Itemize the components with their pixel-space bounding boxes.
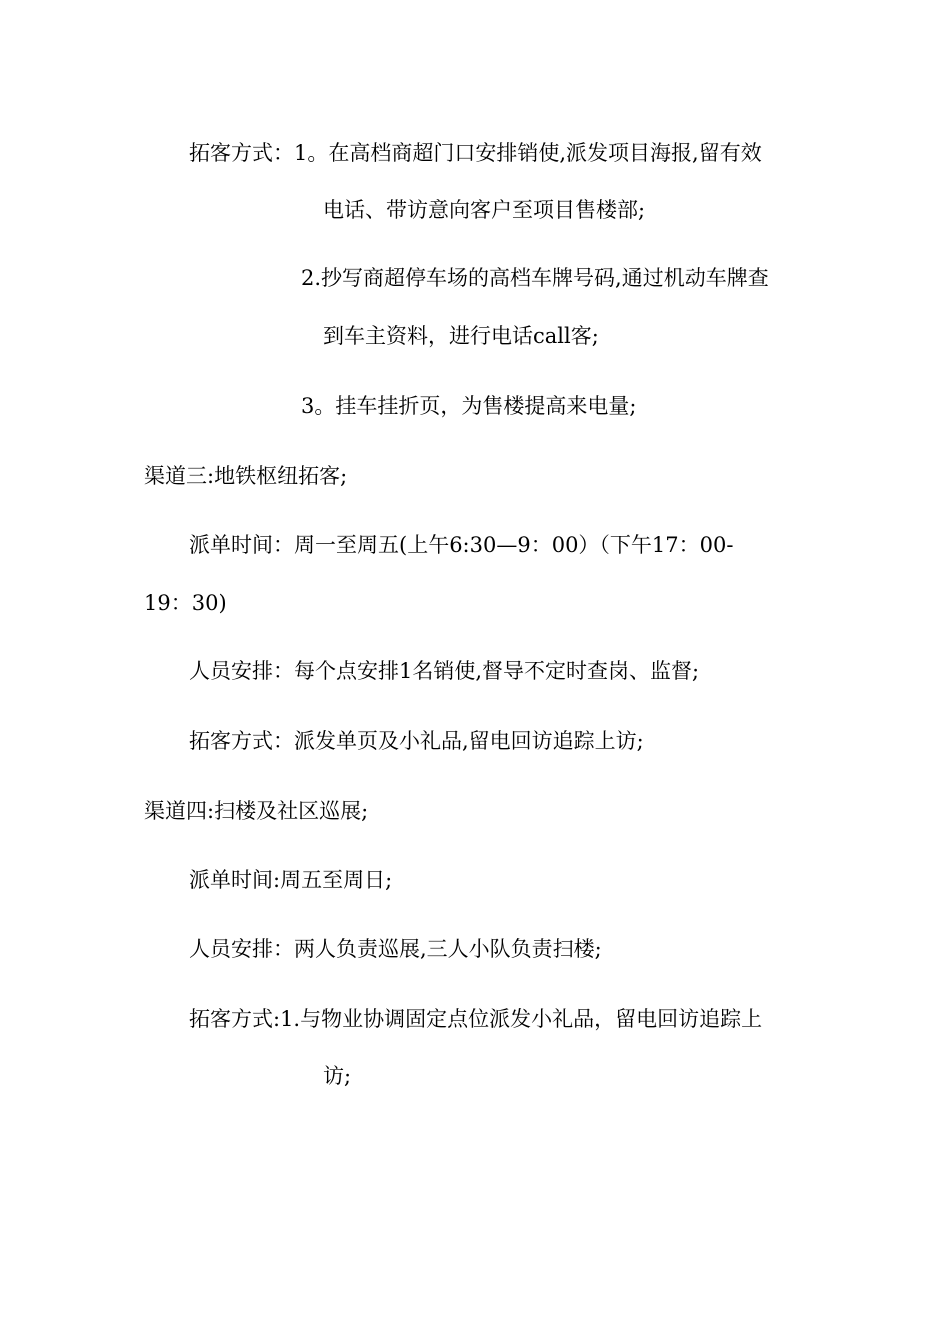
text-line: 访; — [323, 1064, 352, 1088]
text-line: 2.抄写商超停车场的高档车牌号码,通过机动车牌查 — [301, 266, 769, 290]
section-heading: 渠道四:扫楼及社区巡展; — [144, 799, 369, 823]
text-line: 电话、带访意向客户至项目售楼部; — [323, 198, 646, 222]
text-line: 拓客方式：派发单页及小礼品,留电回访追踪上访; — [189, 729, 644, 753]
text-line: 拓客方式：1。在高档商超门口安排销使,派发项目海报,留有效 — [189, 141, 762, 165]
text-line: 派单时间:周五至周日; — [189, 868, 393, 892]
section-heading: 渠道三:地铁枢纽拓客; — [144, 464, 348, 488]
text-line: 派单时间：周一至周五(上午6:30—9：00）（下午17：00- — [189, 533, 734, 557]
text-line: 19：30) — [144, 591, 227, 615]
text-line: 人员安排：两人负责巡展,三人小队负责扫楼; — [189, 937, 602, 961]
text-line: 拓客方式:1.与物业协调固定点位派发小礼品，留电回访追踪上 — [189, 1007, 763, 1031]
text-line: 人员安排：每个点安排1名销使,督导不定时查岗、监督; — [189, 659, 700, 683]
text-line: 3。挂车挂折页，为售楼提高来电量; — [301, 394, 637, 418]
text-line: 到车主资料，进行电话call客; — [323, 324, 599, 348]
